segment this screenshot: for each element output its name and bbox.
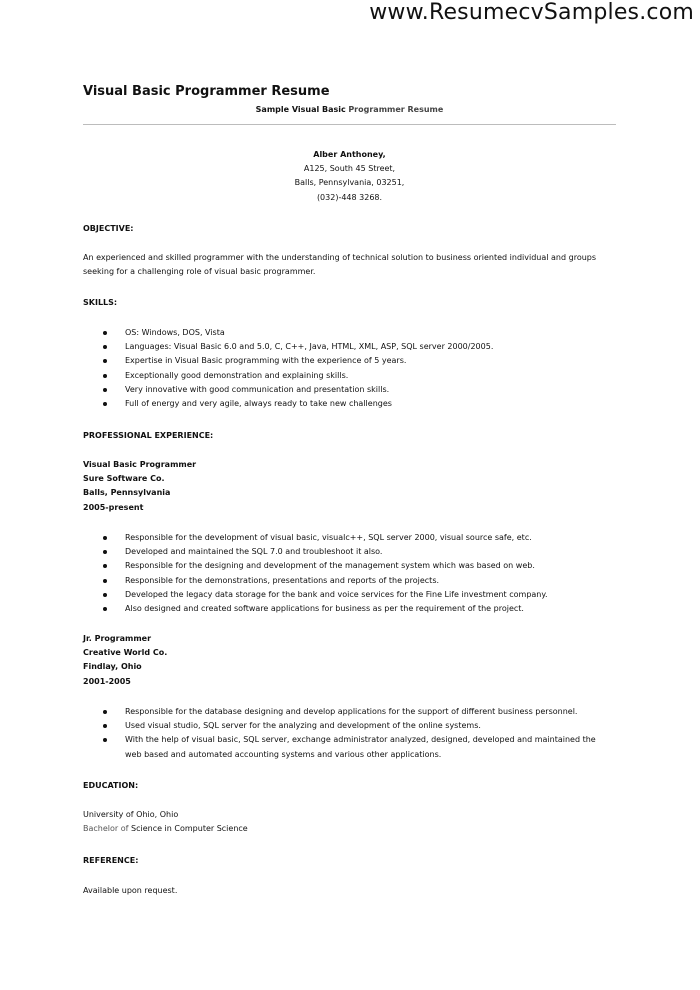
header-divider bbox=[83, 124, 616, 125]
reference-heading: REFERENCE: bbox=[83, 856, 139, 865]
contact-block bbox=[83, 148, 616, 205]
list-item: Responsible for the demonstrations, presentations and reports of the projects. bbox=[83, 574, 616, 588]
address-line-1: A125, South 45 Street, bbox=[303, 164, 396, 174]
job-role: Jr. Programmer bbox=[83, 634, 152, 643]
list-item: With the help of visual basic, SQL server, exchange administrator analyzed, designed, developed and maintained the web based and automated accounting systems and various other applications. bbox=[83, 733, 616, 761]
list-item: Developed the legacy data storage for the bank and voice services for the Fine Life investment company. bbox=[83, 588, 616, 602]
job-1-duties bbox=[83, 531, 616, 616]
job-period: 2005-present bbox=[83, 502, 144, 512]
job-location: Balls, Pennsylvania bbox=[83, 488, 171, 498]
education-degree bbox=[83, 822, 613, 836]
subtitle-part-1: Sample Visual Basic bbox=[255, 105, 346, 114]
list-item: Full of energy and very agile, always ready to take new challenges bbox=[83, 397, 616, 411]
list-item: Responsible for the designing and development of the management system which was based on web. bbox=[83, 559, 616, 573]
experience-heading: PROFESSIONAL EXPERIENCE: bbox=[83, 431, 214, 440]
list-item: Used visual studio, SQL server for the analyzing and development of the online systems. bbox=[83, 719, 616, 733]
education-heading: EDUCATION: bbox=[83, 781, 139, 790]
job-period: 2001-2005 bbox=[83, 676, 131, 686]
resume-subtitle bbox=[83, 104, 616, 116]
job-location: Findlay, Ohio bbox=[83, 662, 142, 672]
degree-prefix: Bachelor of bbox=[83, 824, 129, 834]
job-2-header bbox=[83, 632, 167, 689]
list-item: Responsible for the development of visual basic, visualc++, SQL server 2000, visual source safe, etc. bbox=[83, 531, 616, 545]
list-item: Developed and maintained the SQL 7.0 and troubleshoot it also. bbox=[83, 545, 616, 559]
objective-heading: OBJECTIVE: bbox=[83, 224, 134, 233]
education-block bbox=[83, 808, 613, 836]
objective-text: An experienced and skilled programmer with the understanding of technical solution to business oriented individual and groups seeking for a challenging role of visual basic programmer. bbox=[83, 253, 597, 277]
job-role: Visual Basic Programmer bbox=[83, 460, 197, 469]
list-item: OS: Windows, DOS, Vista bbox=[83, 326, 616, 340]
job-company: Sure Software Co. bbox=[83, 474, 165, 484]
list-item: Exceptionally good demonstration and explaining skills. bbox=[83, 369, 616, 383]
skills-list bbox=[83, 326, 616, 411]
job-company: Creative World Co. bbox=[83, 648, 168, 658]
list-item: Also designed and created software applications for business as per the requirement of the project. bbox=[83, 602, 616, 616]
skills-heading: SKILLS: bbox=[83, 298, 118, 307]
subtitle-part-2: Programmer Resume bbox=[348, 105, 444, 114]
list-item: Responsible for the database designing and develop applications for the support of different business personnel. bbox=[83, 705, 616, 719]
candidate-name: Alber Anthoney, bbox=[313, 150, 386, 159]
education-school: University of Ohio, Ohio bbox=[83, 810, 179, 819]
address-line-2: Balls, Pennsylvania, 03251, bbox=[294, 178, 405, 188]
list-item: Expertise in Visual Basic programming with the experience of 5 years. bbox=[83, 354, 616, 368]
job-1-header bbox=[83, 458, 196, 515]
list-item: Very innovative with good communication and presentation skills. bbox=[83, 383, 616, 397]
list-item: Languages: Visual Basic 6.0 and 5.0, C, C++, Java, HTML, XML, ASP, SQL server 2000/2005. bbox=[83, 340, 616, 354]
reference-text: Available upon request. bbox=[83, 886, 178, 895]
resume-title: Visual Basic Programmer Resume bbox=[83, 84, 330, 99]
phone-number: (032)-448 3268. bbox=[316, 192, 383, 202]
job-2-duties bbox=[83, 705, 616, 762]
site-watermark: www.ResumecvSamples.com bbox=[369, 0, 694, 25]
degree-field: Science in Computer Science bbox=[131, 824, 248, 834]
